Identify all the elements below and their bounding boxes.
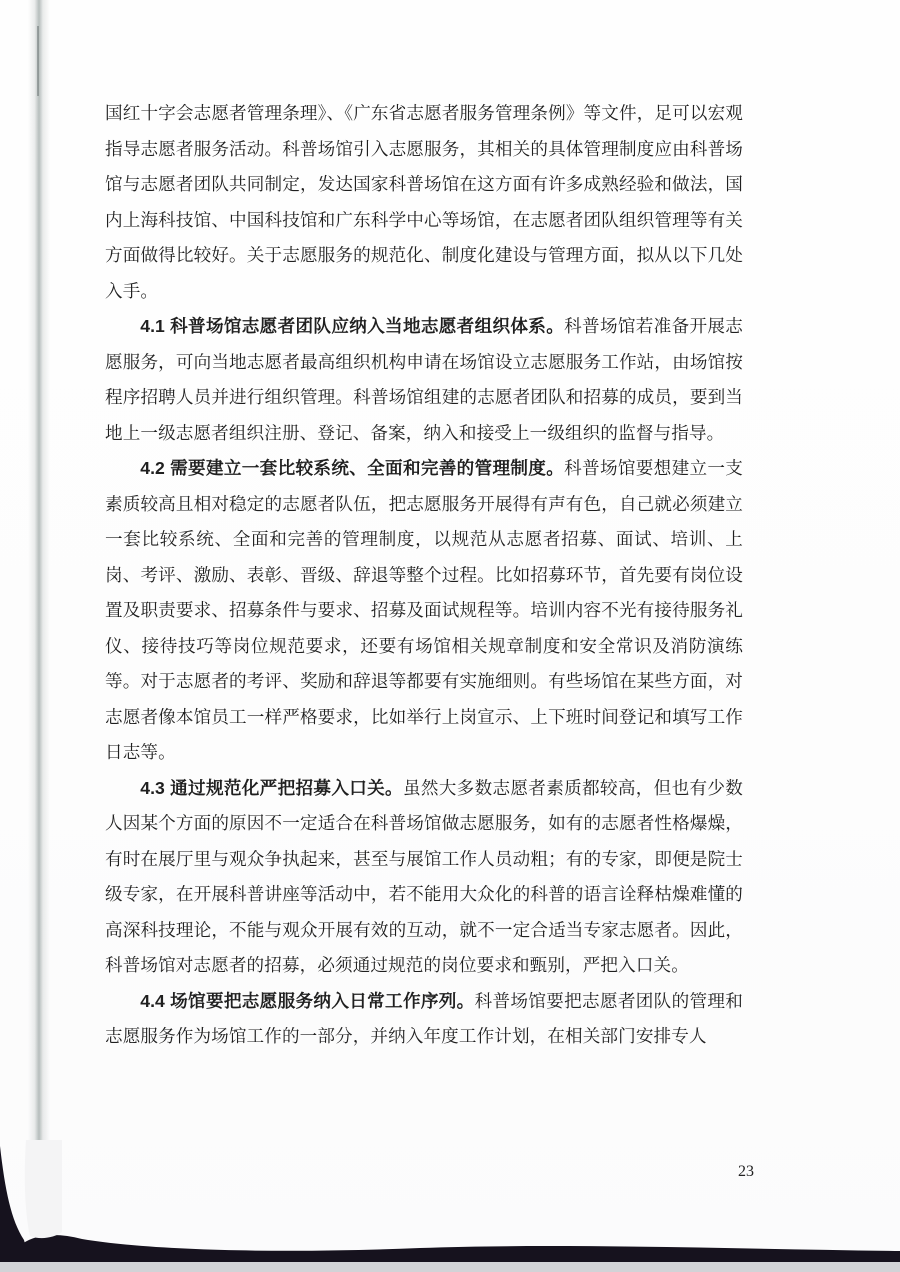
paragraph-intro: 国红十字会志愿者管理条理》、《广东省志愿者服务管理条例》等文件，足可以宏观指导志愿者服务活动。科普场馆引入志愿服务，其相关的具体管理制度应由科普场馆与志愿者团队共同制定，发达国家科普场馆在这方面有许多成熟经验和做法，国内上海科技馆、中国科技馆和广东科学中心等场馆，在志愿者团队组织管理等有关方面做得比较好。关于志愿服务的规范化、制度化建设与管理方面，拟从以下几处入手。 — [105, 103, 743, 301]
section-4-2 — [105, 451, 743, 771]
book-bottom-edge-shadow — [0, 1140, 900, 1272]
section-4-3-heading: 4.3 通过规范化严把招募入口关。 — [140, 777, 403, 798]
section-4-4-heading: 4.4 场馆要把志愿服务纳入日常工作序列。 — [140, 990, 475, 1011]
page-curl-highlight — [25, 1140, 62, 1238]
page-number: 23 — [738, 1163, 754, 1180]
section-4-4-body: 科普场馆要把志愿者团队的管理和志愿服务作为场馆工作的一部分，并纳入年度工作计划，在相关部门安排专人 — [105, 990, 743, 1046]
section-4-2-body: 科普场馆要想建立一支素质较高且相对稳定的志愿者队伍，把志愿服务开展得有声有色，自己就必须建立一套比较系统、全面和完善的管理制度，以规范从志愿者招募、面试、培训、上岗、考评、激励、表彰、晋级、辞退等整个过程。比如招募环节，首先要有岗位设置及职责要求、招募条件与要求、招募及面试规程等。培训内容不光有接待服务礼仪、接待技巧等岗位规范要求，还要有场馆相关规章制度和安全常识及消防演练等。对于志愿者的考评、奖励和辞退等都要有实施细则。有些场馆在某些方面，对志愿者像本馆员工一样严格要求，比如举行上岗宣示、上下班时间登记和填写工作日志等。 — [105, 458, 743, 762]
page-text-block — [105, 96, 743, 1055]
section-4-2-heading: 4.2 需要建立一套比较系统、全面和完善的管理制度。 — [140, 458, 565, 478]
section-4-4 — [105, 984, 743, 1055]
section-4-3 — [105, 771, 743, 984]
section-4-1-body: 科普场馆若准备开展志愿服务，可向当地志愿者最高组织机构申请在场馆设立志愿服务工作站，由场馆按程序招聘人员并进行组织管理。科普场馆组建的志愿者团队和招募的成员，要到当地上一级志愿者组织注册、登记、备案，纳入和接受上一级组织的监督与指导。 — [105, 316, 743, 443]
book-page-edge-fold — [28, 0, 50, 1232]
section-4-1-heading: 4.1 科普场馆志愿者团队应纳入当地志愿者组织体系。 — [140, 316, 565, 336]
bottom-shadow-band — [22, 1235, 900, 1262]
section-4-1 — [105, 309, 743, 451]
section-4-3-body: 虽然大多数志愿者素质都较高，但也有少数人因某个方面的原因不一定适合在科普场馆做志愿服务，如有的志愿者性格爆燥，有时在展厅里与观众争执起来，甚至与展馆工作人员动粗；有的专家，即便是院士级专家，在开展科普讲座等活动中，若不能用大众化的科普的语言诠释枯燥难懂的高深科技理论，不能与观众开展有效的互动，就不一定合适当专家志愿者。因此，科普场馆对志愿者的招募，必须通过规范的岗位要求和甄别，严把入口关。 — [105, 777, 743, 975]
